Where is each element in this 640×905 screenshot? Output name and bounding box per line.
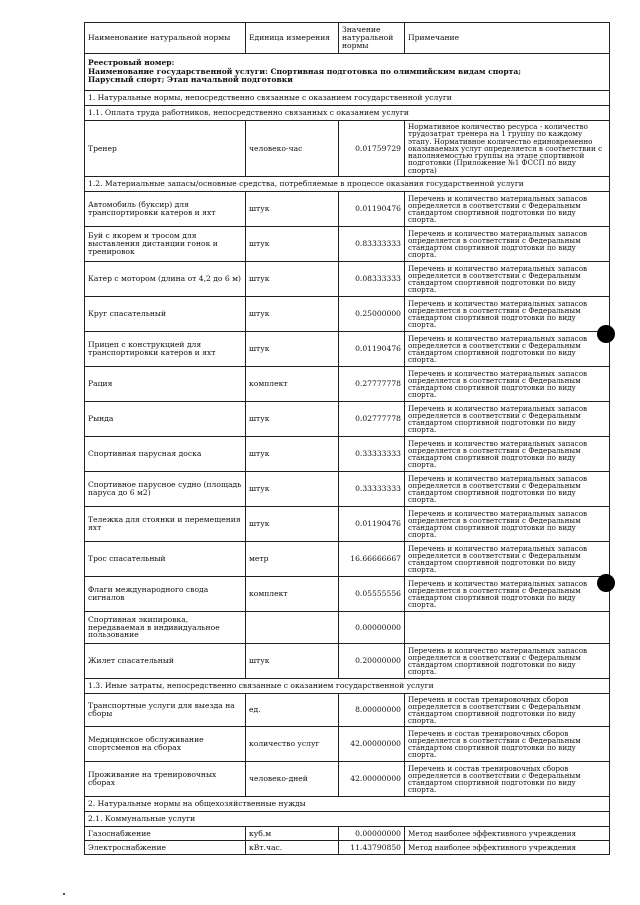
section-title: 1.1. Оплата труда работников, непосредственно связанных с оказанием услуги <box>85 106 610 121</box>
row-note: Перечень и количество материальных запасов определяется в соответствии с Федеральным стандартом спортивной подготовки по виду спорта. <box>405 507 610 542</box>
section-title: 1.2. Материальные запасы/основные средства, потребляемые в процессе оказания государственной услуги <box>85 177 610 192</box>
row-value: 0.20000000 <box>339 644 405 679</box>
header-name: Наименование натуральной нормы <box>85 23 246 54</box>
row-name: Спортивная экипировка, передаваемая в индивидуальное пользование <box>85 612 246 644</box>
row-name: Электроснабжение <box>85 841 246 855</box>
material-row <box>85 437 610 472</box>
row-unit: человеко-дней <box>246 762 339 797</box>
row-value: 0.00000000 <box>339 612 405 644</box>
row-note: Перечень и количество материальных запасов определяется в соответствии с Федеральным стандартом спортивной подготовки по виду спорта. <box>405 227 610 262</box>
scan-speck <box>63 893 65 895</box>
material-row <box>85 577 610 612</box>
section-row <box>85 91 610 106</box>
row-note: Метод наиболее эффективного учреждения <box>405 841 610 855</box>
row-value: 0.25000000 <box>339 297 405 332</box>
row-value: 0.27777778 <box>339 367 405 402</box>
row-value: 0.08333333 <box>339 262 405 297</box>
row-name: Флаги международного свода сигналов <box>85 577 246 612</box>
row-name: Спортивное парусное судно (площадь паруса до 6 м2) <box>85 472 246 507</box>
punch-hole <box>597 325 615 343</box>
row-note: Перечень и количество материальных запасов определяется в соответствии с Федеральным стандартом спортивной подготовки по виду спорта. <box>405 577 610 612</box>
section-title: 2.1. Коммунальные услуги <box>85 812 610 827</box>
row-note: Перечень и количество материальных запасов определяется в соответствии с Федеральным стандартом спортивной подготовки по виду спорта. <box>405 472 610 507</box>
row-value: 0.01759729 <box>339 121 405 177</box>
row-unit: количество услуг <box>246 727 339 762</box>
utility-row <box>85 841 610 855</box>
row-name: Буй с якорем и тросом для выставления дистанции гонок и тренировок <box>85 227 246 262</box>
registry-info <box>85 54 610 91</box>
row-value: 0.83333333 <box>339 227 405 262</box>
row-note: Перечень и состав тренировочных сборов определяется в соответствии с Федеральным стандартом спортивной подготовки по виду спорта. <box>405 694 610 727</box>
row-value: 0.05555556 <box>339 577 405 612</box>
row-note: Перечень и количество материальных запасов определяется в соответствии с Федеральным стандартом спортивной подготовки по виду спорта. <box>405 332 610 367</box>
row-note: Перечень и состав тренировочных сборов определяется в соответствии с Федеральным стандартом спортивной подготовки по виду спорта. <box>405 727 610 762</box>
row-note: Перечень и количество материальных запасов определяется в соответствии с Федеральным стандартом спортивной подготовки по виду спорта. <box>405 262 610 297</box>
other-cost-row <box>85 762 610 797</box>
row-value: 0.00000000 <box>339 827 405 841</box>
row-unit: штук <box>246 227 339 262</box>
row-name: Газоснабжение <box>85 827 246 841</box>
material-row <box>85 262 610 297</box>
row-unit: штук <box>246 472 339 507</box>
row-name: Прицеп с конструкцией для транспортировки катеров и яхт <box>85 332 246 367</box>
material-row <box>85 612 610 644</box>
other-cost-row <box>85 694 610 727</box>
row-unit: штук <box>246 192 339 227</box>
punch-hole <box>597 574 615 592</box>
material-row <box>85 367 610 402</box>
row-note: Перечень и количество материальных запасов определяется в соответствии с Федеральным стандартом спортивной подготовки по виду спорта. <box>405 297 610 332</box>
service-name: Наименование государственной услуги: Спортивная подготовка по олимпийским видам спорта; <box>88 66 522 76</box>
row-value: 0.33333333 <box>339 437 405 472</box>
material-row <box>85 227 610 262</box>
row-value: 16.66666667 <box>339 542 405 577</box>
row-value: 0.02777778 <box>339 402 405 437</box>
material-row <box>85 297 610 332</box>
registry-number: Реестровый номер: <box>88 58 175 68</box>
section-row <box>85 812 610 827</box>
row-name: Медицинское обслуживание спортсменов на сборах <box>85 727 246 762</box>
service-sport: Парусный спорт; Этап начальной подготовки <box>88 75 293 85</box>
row-name: Трос спасательный <box>85 542 246 577</box>
row-name: Рация <box>85 367 246 402</box>
row-unit: куб.м <box>246 827 339 841</box>
row-unit <box>246 612 339 644</box>
row-note: Перечень и количество материальных запасов определяется в соответствии с Федеральным стандартом спортивной подготовки по виду спорта. <box>405 402 610 437</box>
section-row <box>85 106 610 121</box>
row-name: Проживание на тренировочных сборах <box>85 762 246 797</box>
row-value: 0.01190476 <box>339 192 405 227</box>
row-unit: штук <box>246 644 339 679</box>
row-name: Автомобиль (буксир) для транспортировки катеров и яхт <box>85 192 246 227</box>
row-note <box>405 612 610 644</box>
section-row <box>85 177 610 192</box>
row-unit: комплект <box>246 367 339 402</box>
header-unit: Единица измерения <box>246 23 339 54</box>
row-name: Катер с мотором (длина от 4,2 до 6 м) <box>85 262 246 297</box>
row-value: 0.01190476 <box>339 332 405 367</box>
row-unit: штук <box>246 262 339 297</box>
row-unit: человеко-час <box>246 121 339 177</box>
header-value: Значение натуральной нормы <box>339 23 405 54</box>
row-note: Нормативное количество ресурса - количество трудозатрат тренера на 1 группу по каждому этапу. Нормативное количество единовременно оказываемых услуг определяется в соответствии с наполняемостью группы на этапе спортивной подготовки (Приложение №1 ФССП по виду спорта) <box>405 121 610 177</box>
row-value: 42.00000000 <box>339 762 405 797</box>
section-title: 1. Натуральные нормы, непосредственно связанные с оказанием государственной услуги <box>85 91 610 106</box>
row-name: Тренер <box>85 121 246 177</box>
material-row <box>85 507 610 542</box>
row-unit: метр <box>246 542 339 577</box>
row-name: Рында <box>85 402 246 437</box>
row-name: Тележка для стоянки и перемещения яхт <box>85 507 246 542</box>
material-row <box>85 402 610 437</box>
row-name: Спортивная парусная доска <box>85 437 246 472</box>
row-unit: штук <box>246 332 339 367</box>
header-note: Примечание <box>405 23 610 54</box>
row-note: Перечень и состав тренировочных сборов определяется в соответствии с Федеральным стандартом спортивной подготовки по виду спорта. <box>405 762 610 797</box>
row-unit: штук <box>246 297 339 332</box>
row-value: 0.01190476 <box>339 507 405 542</box>
labor-row <box>85 121 610 177</box>
row-name: Круг спасательный <box>85 297 246 332</box>
section-row <box>85 797 610 812</box>
other-cost-row <box>85 727 610 762</box>
row-value: 8.00000000 <box>339 694 405 727</box>
material-row <box>85 644 610 679</box>
row-value: 11.43790850 <box>339 841 405 855</box>
row-name: Транспортные услуги для выезда на сборы <box>85 694 246 727</box>
section-title: 1.3. Иные затраты, непосредственно связанные с оказанием государственной услуги <box>85 679 610 694</box>
row-unit: штук <box>246 507 339 542</box>
row-note: Перечень и количество материальных запасов определяется в соответствии с Федеральным стандартом спортивной подготовки по виду спорта. <box>405 367 610 402</box>
material-row <box>85 332 610 367</box>
utility-row <box>85 827 610 841</box>
section-title: 2. Натуральные нормы на общехозяйственные нужды <box>85 797 610 812</box>
material-row <box>85 192 610 227</box>
material-row <box>85 542 610 577</box>
row-unit: кВт.час. <box>246 841 339 855</box>
row-unit: комплект <box>246 577 339 612</box>
material-row <box>85 472 610 507</box>
row-note: Перечень и количество материальных запасов определяется в соответствии с Федеральным стандартом спортивной подготовки по виду спорта. <box>405 192 610 227</box>
row-unit: штук <box>246 402 339 437</box>
row-unit: штук <box>246 437 339 472</box>
row-value: 0.33333333 <box>339 472 405 507</box>
norms-table <box>84 22 610 855</box>
registry-row <box>85 54 610 91</box>
row-value: 42.00000000 <box>339 727 405 762</box>
row-name: Жилет спасательный <box>85 644 246 679</box>
section-row <box>85 679 610 694</box>
row-note: Перечень и количество материальных запасов определяется в соответствии с Федеральным стандартом спортивной подготовки по виду спорта. <box>405 644 610 679</box>
row-unit: ед. <box>246 694 339 727</box>
row-note: Перечень и количество материальных запасов определяется в соответствии с Федеральным стандартом спортивной подготовки по виду спорта. <box>405 542 610 577</box>
row-note: Перечень и количество материальных запасов определяется в соответствии с Федеральным стандартом спортивной подготовки по виду спорта. <box>405 437 610 472</box>
row-note: Метод наиболее эффективного учреждения <box>405 827 610 841</box>
table-header-row <box>85 23 610 54</box>
